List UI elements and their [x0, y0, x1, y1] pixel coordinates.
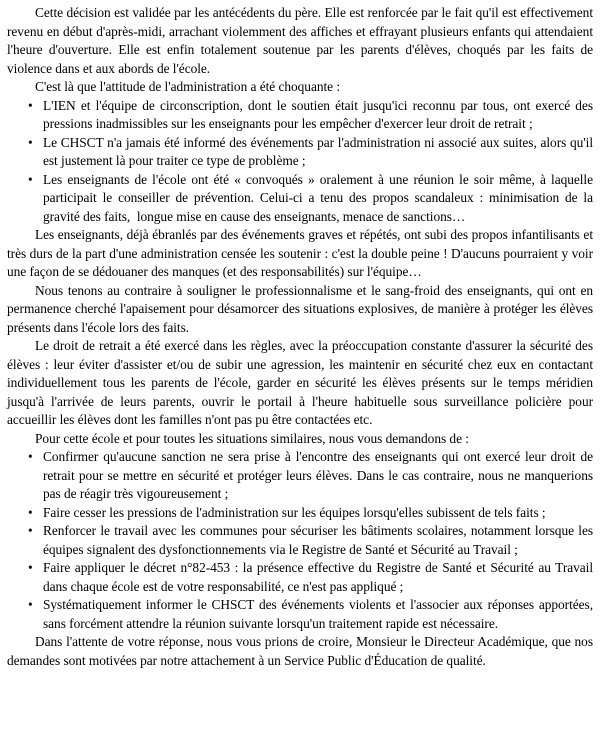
bullet-text: Faire appliquer le décret n°82-453 : la présence effective du Registre de Santé et Sécurité au Travail dans chaque école est de votre responsabilité, ce n'est pas appliqué ;: [43, 560, 593, 594]
bullet-text: Confirmer qu'aucune sanction ne sera prise à l'encontre des enseignants qui ont exercé leur droit de retrait pour se mettre en sécurité et protéger leurs élèves. Dans le cas contraire, nous ne manquerions pas de réagir très vigoureusement ;: [43, 449, 593, 501]
bullet-item: [28, 559, 593, 596]
bullet-icon: •: [28, 560, 33, 575]
bullet-icon: •: [28, 523, 33, 538]
paragraph-decision: Cette décision est validée par les antécédents du père. Elle est renforcée par le fait qu'il est effectivement revenu en début d'après-midi, arrachant violemment des affiches et effrayant plusieurs enfants qui attendaient l'heure d'ouverture. Elle est enfin totalement soutenue par les parents d'élèves, choqués par les faits de violence dans et aux abords de l'école.: [7, 5, 593, 76]
bullet-item: [28, 448, 593, 504]
bullet-item: [28, 97, 593, 134]
paragraph-enseignants-ebranles: Les enseignants, déjà ébranlés par des événements graves et répétés, ont subi des propos infantilisants et très durs de la part d'une administration censée les soutenir : c'est la double peine ! D'aucuns pourraient y voir une façon de se dédouaner des manques (et des responsabilités) sur l'équipe…: [7, 227, 593, 279]
bullet-text: Les enseignants de l'école ont été « convoqués » oralement à une réunion le soir même, à laquelle participait le conseiller de prévention. Celui-ci a tenu des propos scandaleux : minimisation de la gravité des faits, longue mise en cause des enseignants, menace de sanctions…: [43, 171, 593, 224]
bullet-item: [28, 504, 593, 523]
bullet-list-demandes: [7, 448, 593, 633]
bullet-icon: •: [28, 449, 33, 464]
bullet-text: Le CHSCT n'a jamais été informé des événements par l'administration ni associé aux suites, alors qu'il est justement là pour traiter ce type de problème ;: [43, 134, 593, 168]
bullet-list-grievances: [7, 97, 593, 227]
paragraph-professionnalisme: Nous tenons au contraire à souligner le professionnalisme et le sang-froid des enseignants, qui ont en permanence cherché l'apaisement pour désamorcer des situations explosives, de manière à protéger les élèves présents dans l'école lors des faits.: [7, 282, 593, 335]
paragraph-closing: Dans l'attente de votre réponse, nous vous prions de croire, Monsieur le Directeur Académique, que nos demandes sont motivées par notre attachement à un Service Public d'Éducation de qualité.: [7, 634, 593, 668]
bullet-icon: •: [28, 597, 33, 612]
bullet-icon: •: [28, 504, 33, 520]
bullet-item: [28, 134, 593, 171]
bullet-icon: •: [28, 134, 33, 150]
paragraph-administration-intro: C'est là que l'attitude de l'administration a été choquante :: [35, 79, 341, 94]
bullet-text: Faire cesser les pressions de l'administration sur les équipes lorsqu'elles subissent de tels faits ;: [43, 504, 546, 520]
bullet-text: L'IEN et l'équipe de circonscription, dont le soutien était jusqu'ici reconnu par tous, ont exercé des pressions inadmissibles sur les enseignants pour les empêcher d'exercer leur droit de retrait ;: [43, 97, 593, 131]
bullet-icon: •: [28, 171, 33, 187]
bullet-item: [28, 596, 593, 633]
bullet-icon: •: [28, 97, 33, 113]
paragraph-demandes-intro: Pour cette école et pour toutes les situations similaires, nous vous demandons de :: [35, 430, 469, 446]
bullet-item: [28, 522, 593, 559]
paragraph-droit-de-retrait: Le droit de retrait a été exercé dans les règles, avec la préoccupation constante d'assurer la sécurité des élèves : leur éviter d'assister et/ou de subir une agression, les maintenir en sécurité chez eux en contactant individuellement tous les parents de l'école, garder en sécurité les élèves présents sur le temps méridien jusqu'à l'arrivée de leurs parents, ouvrir le portail à l'heure habituelle sous surveillance policière pour accueillir les élèves dont les familles n'ont pas pu être contactées etc.: [7, 338, 593, 427]
bullet-text: Renforcer le travail avec les communes pour sécuriser les bâtiments scolaires, notamment lorsque les équipes signalent des dysfonctionnements via le Registre de Santé et Sécurité au Travail ;: [43, 523, 593, 557]
bullet-text: Systématiquement informer le CHSCT des événements violents et l'associer aux réponses apportées, sans forcément attendre la réunion suivante lorsqu'un traitement rapide est nécessaire.: [43, 597, 593, 631]
bullet-item: [28, 171, 593, 227]
